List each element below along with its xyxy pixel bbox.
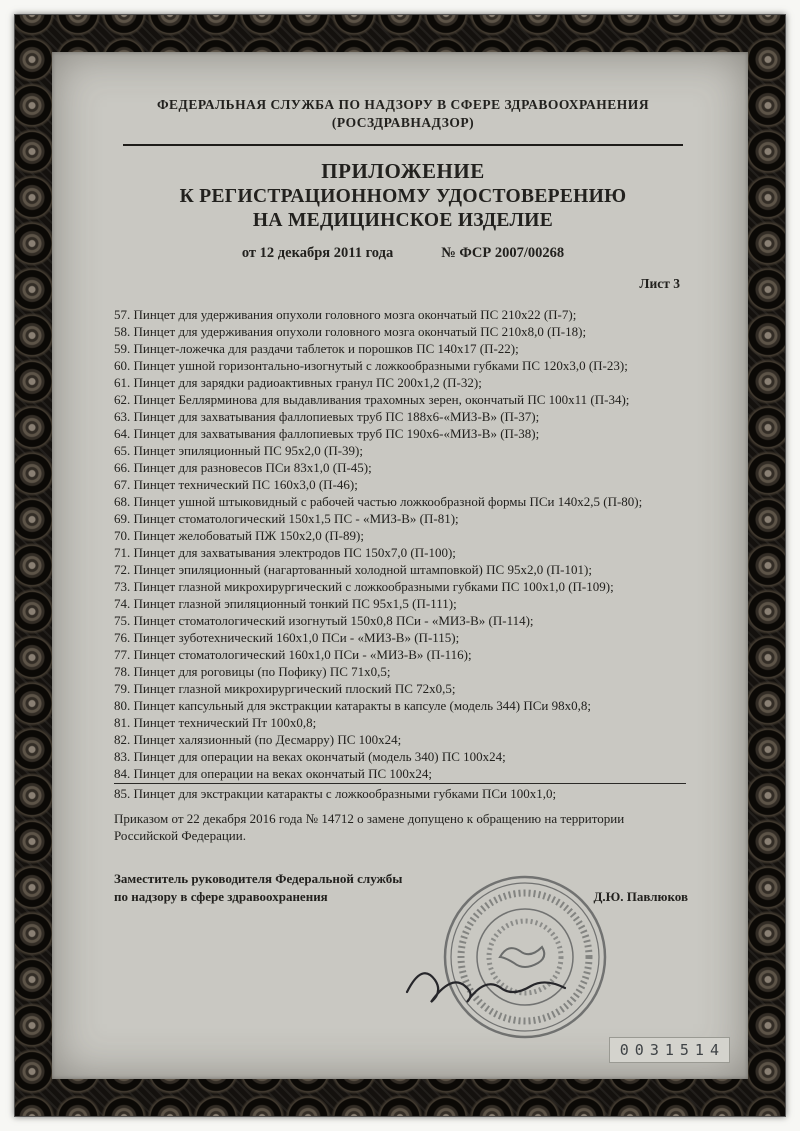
list-divider-rule	[114, 783, 686, 784]
list-item: 67. Пинцет технический ПС 160х3,0 (П-46);	[114, 477, 358, 493]
header-agency-abbr: (РОСЗДРАВНАДЗОР)	[331, 115, 475, 131]
list-item: 71. Пинцет для захватывания электродов ПС 150х7,0 (П-100);	[114, 545, 456, 561]
list-item: 73. Пинцет глазной микрохирургический с ложкообразными губками ПС 100х1,0 (П-109);	[114, 579, 614, 595]
list-item: 81. Пинцет технический Пт 100х0,8;	[114, 715, 317, 731]
serial-number: 0031514	[609, 1037, 730, 1063]
document-paper	[52, 52, 748, 1079]
list-item: 80. Пинцет капсульный для экстракции катаракты в капсуле (модель 344) ПСи 98х0,8;	[114, 698, 591, 714]
order-note: Приказом от 22 декабря 2016 года № 14712 о замене допущено к обращению на территории Российской Федерации.	[114, 811, 625, 844]
list-item: 75. Пинцет стоматологический изогнутый 150х0,8 ПСи - «МИЗ-В» (П-114);	[114, 613, 534, 629]
list-item: 59. Пинцет-ложечка для раздачи таблеток и порошков ПС 140х17 (П-22);	[114, 341, 519, 357]
signer-name: Д.Ю. Павлюков	[593, 888, 688, 904]
registration-date: от 12 декабря 2011 года	[241, 245, 394, 262]
signature-block	[114, 870, 692, 905]
signer-title-line1: Заместитель руководителя Федеральной службы	[114, 871, 403, 887]
list-item: 62. Пинцет Беллярминова для выдавливания трахомных зерен, окончатый ПС 100х11 (П-34);	[114, 392, 630, 408]
list-item: 85. Пинцет для экстракции катаракты с ложкообразными губками ПСи 100х1,0;	[114, 786, 557, 802]
title-line3: НА МЕДИЦИНСКОЕ ИЗДЕЛИЕ	[252, 210, 554, 232]
list-item: 58. Пинцет для удерживания опухоли головного мозга окончатый ПС 210х8,0 (П-18);	[114, 324, 587, 340]
list-item: 70. Пинцет желобоватый ПЖ 150х2,0 (П-89);	[114, 528, 364, 544]
list-item: 77. Пинцет стоматологический 160х1,0 ПСи - «МИЗ-В» (П-116);	[114, 647, 472, 663]
list-item: 78. Пинцет для роговицы (по Пофику) ПС 71х0,5;	[114, 664, 391, 680]
list-item: 68. Пинцет ушной штыковидный с рабочей частью ложкообразной формы ПСи 140х2,5 (П-80);	[114, 494, 643, 510]
list-item: 84. Пинцет для операции на веках окончатый ПС 100х24;	[114, 766, 432, 782]
registration-number: № ФСР 2007/00268	[441, 245, 565, 262]
list-item: 72. Пинцет эпиляционный (нагартованный холодной штамповкой) ПС 95х2,0 (П-101);	[114, 562, 592, 578]
list-item: 66. Пинцет для разновесов ПСи 83х1,0 (П-45);	[114, 460, 372, 476]
signature-icon	[397, 947, 577, 1017]
signer-title	[114, 870, 402, 905]
document-title	[114, 158, 692, 233]
sheet-number: Лист 3	[639, 276, 680, 292]
list-item: 65. Пинцет эпиляционный ПС 95х2,0 (П-39);	[114, 443, 363, 459]
signer-title-line2: по надзору в сфере здравоохранения	[114, 888, 328, 904]
list-item: 63. Пинцет для захватывания фаллопиевых труб ПС 188х6-«МИЗ-В» (П-37);	[114, 409, 540, 425]
registration-dateline	[114, 245, 692, 262]
list-item: 76. Пинцет зуботехнический 160х1,0 ПСи - «МИЗ-В» (П-115);	[114, 630, 460, 646]
document-header	[114, 96, 692, 132]
list-item: 69. Пинцет стоматологический 150х1,5 ПС - «МИЗ-В» (П-81);	[114, 511, 459, 527]
title-line2: К РЕГИСТРАЦИОННОМУ УДОСТОВЕРЕНИЮ	[179, 185, 627, 207]
list-item: 64. Пинцет для захватывания фаллопиевых труб ПС 190х6-«МИЗ-В» (П-38);	[114, 426, 540, 442]
list-item: 83. Пинцет для операции на веках окончатый (модель 340) ПС 100х24;	[114, 749, 506, 765]
header-rule	[123, 144, 684, 146]
device-list	[114, 306, 692, 802]
list-item: 74. Пинцет глазной эпиляционный тонкий ПС 95х1,5 (П-111);	[114, 596, 457, 612]
list-item: 57. Пинцет для удерживания опухоли головного мозга окончатый ПС 210х22 (П-7);	[114, 307, 577, 323]
list-item: 79. Пинцет глазной микрохирургический плоский ПС 72х0,5;	[114, 681, 456, 697]
list-item: 60. Пинцет ушной горизонтально-изогнутый с ложкообразными губками ПС 120х3,0 (П-23);	[114, 358, 628, 374]
list-item: 61. Пинцет для зарядки радиоактивных гранул ПС 200х1,2 (П-32);	[114, 375, 482, 391]
list-item: 82. Пинцет халязионный (по Десмарру) ПС 100х24;	[114, 732, 402, 748]
title-line1: ПРИЛОЖЕНИЕ	[321, 159, 485, 184]
header-agency-line: ФЕДЕРАЛЬНАЯ СЛУЖБА ПО НАДЗОРУ В СФЕРЕ ЗДРАВООХРАНЕНИЯ	[156, 97, 650, 112]
